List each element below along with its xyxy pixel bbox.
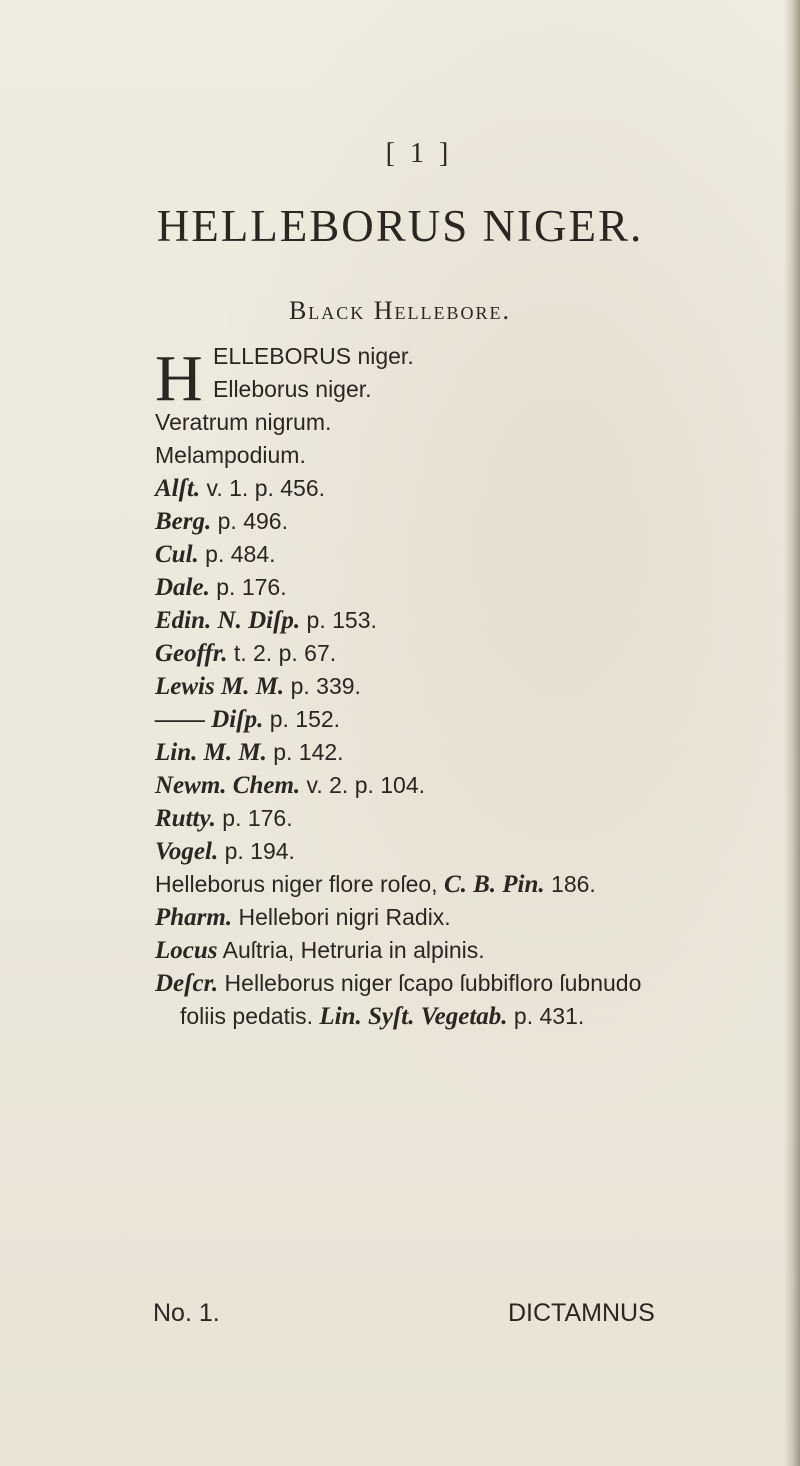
reference-locator: p. 176. <box>215 805 293 831</box>
reference-author: Dale. <box>155 574 210 601</box>
reference-author: Lin. M. M. <box>155 739 267 766</box>
reference-locator: t. 2. p. 67. <box>227 640 337 666</box>
reference-line <box>155 540 276 569</box>
reference-locator: v. 1. p. 456. <box>200 475 326 501</box>
descr-label: Deſcr. <box>155 970 219 997</box>
reference-line <box>155 705 340 734</box>
locus-line <box>155 936 485 965</box>
reference-line <box>155 639 336 668</box>
descr-ref: Lin. Syſt. Vegetab. <box>319 1003 508 1030</box>
reference-line <box>155 573 287 602</box>
reference-line <box>155 507 288 536</box>
reference-locator: p. 142. <box>266 739 344 765</box>
reference-line <box>155 837 295 866</box>
locus-label: Locus <box>155 937 218 964</box>
catchword: DICTAMNUS <box>508 1299 655 1327</box>
bauhin-text: Helleborus niger flore roſeo, <box>155 871 444 897</box>
pharm-line <box>155 903 451 932</box>
reference-locator: p. 176. <box>209 574 287 600</box>
page-title: HELLEBORUS NIGER. <box>156 201 644 251</box>
page-subtitle: Black Hellebore. <box>288 296 512 325</box>
sheet-number: No. 1. <box>153 1299 220 1327</box>
reference-line <box>155 771 425 800</box>
reference-author: Cul. <box>155 541 199 568</box>
reference-line <box>155 474 325 503</box>
reference-author: Rutty. <box>155 805 216 832</box>
locus-text: Auſtria, Hetruria in alpinis. <box>217 937 485 963</box>
reference-author: Edin. N. Diſp. <box>155 607 301 634</box>
drop-cap: H <box>155 342 203 415</box>
synonym-line: Melampodium. <box>155 442 306 468</box>
bauhin-line <box>155 870 596 899</box>
pharm-text: Hellebori nigri Radix. <box>232 904 451 930</box>
reference-author: Berg. <box>155 508 212 535</box>
reference-author: Alſt. <box>155 475 201 502</box>
pharm-label: Pharm. <box>155 904 233 931</box>
reference-author: Newm. Chem. <box>155 772 301 799</box>
reference-line <box>155 804 293 833</box>
reference-author: Geoffr. <box>155 640 228 667</box>
bauhin-ref: C. B. Pin. <box>443 871 545 898</box>
descr-line <box>155 969 641 998</box>
reference-locator: p. 339. <box>284 673 361 699</box>
reference-line <box>155 606 377 635</box>
reference-locator: p. 496. <box>211 508 288 534</box>
reference-line <box>155 738 344 767</box>
synonym-line: ELLEBORUS niger. <box>213 343 414 369</box>
bauhin-page: 186. <box>544 871 596 897</box>
reference-locator: p. 153. <box>300 607 377 633</box>
reference-locator: v. 2. p. 104. <box>300 772 426 798</box>
page-number: [ 1 ] <box>385 138 453 169</box>
reference-author: Vogel. <box>155 838 219 865</box>
reference-locator: p. 484. <box>198 541 276 567</box>
reference-line <box>155 672 361 701</box>
descr-page: p. 431. <box>507 1003 585 1029</box>
synonym-line: Elleborus niger. <box>213 376 372 402</box>
reference-author: Lewis M. M. <box>155 673 285 700</box>
synonym-line: Veratrum nigrum. <box>155 409 332 435</box>
descr-text-2: foliis pedatis. <box>180 1003 320 1029</box>
reference-author: —— Diſp. <box>155 706 264 733</box>
reference-locator: p. 194. <box>218 838 295 864</box>
descr-text: Helleborus niger ſcapo ſubbifloro ſubnudo <box>218 970 642 996</box>
reference-locator: p. 152. <box>263 706 341 732</box>
descr-line-2 <box>180 1002 584 1031</box>
